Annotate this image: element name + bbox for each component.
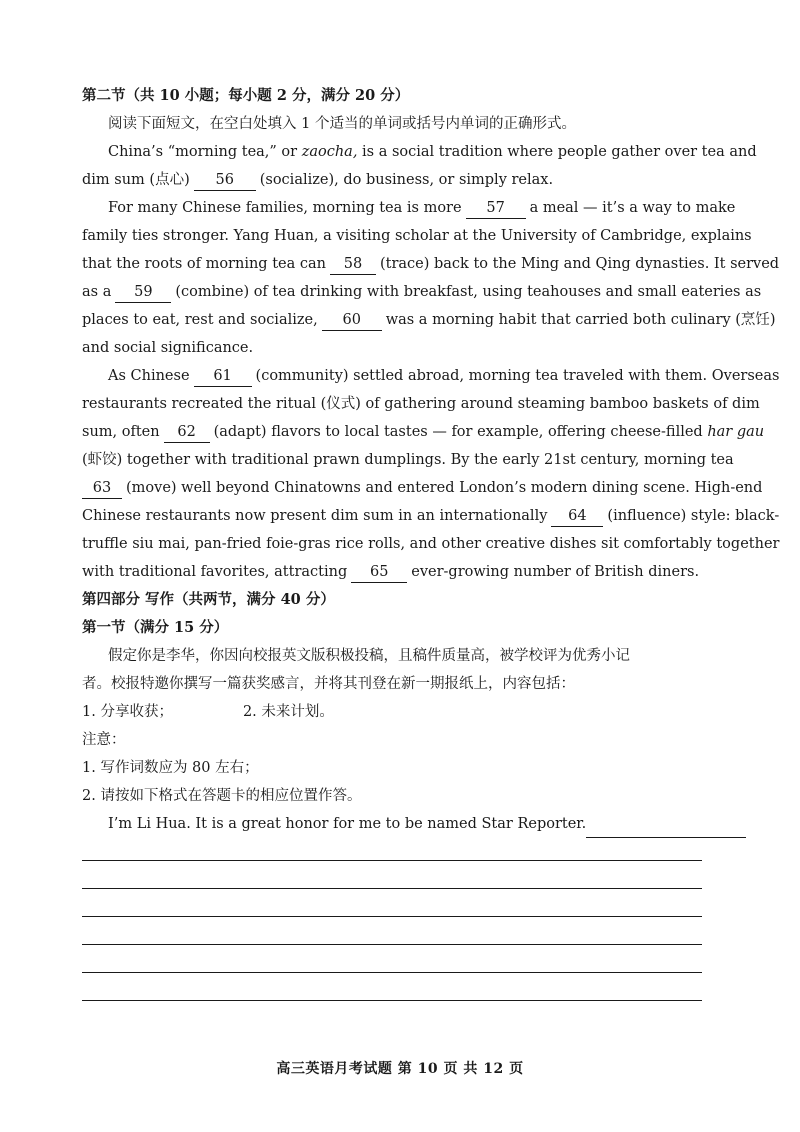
answer-line [82,888,702,889]
passage-p2-line4: as a 59 (combine) of tea drinking with breakfast, using teahouses and small eateries as [82,278,712,306]
passage-p3-line3: sum, often 62 (adapt) flavors to local tastes — for example, offering cheese-filled har gau [82,418,712,446]
passage-p3-line6: Chinese restaurants now present dim sum in an internationally 64 (influence) style: black- [82,502,712,530]
passage-p3-line7: truffle siu mai, pan-fried foie-gras rice rolls, and other creative dishes sit comfortably together [82,536,780,552]
passage-p2-line3: that the roots of morning tea can 58 (trace) back to the Ming and Qing dynasties. It served [82,250,712,278]
writing-opening: I’m Li Hua. It is a great honor for me to be named Star Reporter. [108,816,587,832]
passage-p2-line6: and social significance. [82,340,254,356]
passage-p2-line2: family ties stronger. Yang Huan, a visiting scholar at the University of Cambridge, explains [82,228,752,244]
part4-heading: 第四部分 写作（共两节，满分 40 分） [82,591,335,608]
answer-line [82,916,702,917]
writing-points [82,698,712,726]
answer-line [82,860,702,861]
page-footer: 高三英语月考试题 第 10 页 共 12 页 [276,1061,524,1077]
zaocha-term: zaocha, [301,144,358,160]
note-2: 2. 请按如下格式在答题卡的相应位置作答。 [82,788,362,804]
passage-p3-line4: (虾饺) together with traditional prawn dumplings. By the early 21st century, morning tea [82,452,734,468]
answer-line [82,1000,702,1001]
passage-p2-line5: places to eat, rest and socialize, 60 was a morning habit that carried both culinary (烹饪) [82,306,712,334]
writing-point-1: 1. 分享收获； [82,704,173,720]
har-gau-term: har gau [707,424,765,440]
passage-p2-line1: For many Chinese families, morning tea is more 57 a meal — it’s a way to make [82,194,712,222]
blank-63: 63 [82,478,122,499]
blank-59: 59 [115,282,171,303]
blank-56: 56 [194,170,256,191]
passage-p3-line8: with traditional favorites, attracting 65 ever-growing number of British diners. [82,558,712,586]
section2-heading: 第二节（共 10 小题；每小题 2 分，满分 20 分） [82,87,410,104]
writing-prompt-line1: 假定你是李华，你因向校报英文版积极投稿，且稿件质量高，被学校评为优秀小记 [108,648,630,664]
blank-61: 61 [194,366,252,387]
blank-60: 60 [322,310,382,331]
passage-p3-line1: As Chinese 61 (community) settled abroad, morning tea traveled with them. Overseas [82,362,712,390]
writing-prompt-line2: 者。校报特邀你撰写一篇获奖感言，并将其刊登在新一期报纸上，内容包括： [82,676,575,692]
blank-65: 65 [351,562,407,583]
writing-point-2: 2. 未来计划。 [242,704,334,720]
note-1: 1. 写作词数应为 80 左右； [82,760,259,776]
blank-62: 62 [164,422,210,443]
answer-line [82,972,702,973]
blank-58: 58 [330,254,376,275]
answer-line [82,944,702,945]
opening-answer-line [586,819,746,838]
notes-label: 注意： [82,732,126,748]
passage-p3-line5: 63 (move) well beyond Chinatowns and entered London’s modern dining scene. High-end [82,474,712,502]
part4-section1-heading: 第一节（满分 15 分） [82,619,229,636]
writing-opening-line [82,810,712,838]
page-content [82,82,780,838]
blank-57: 57 [466,198,526,219]
passage-p3-line2: restaurants recreated the ritual (仪式) of gathering around steaming bamboo baskets of dim [82,396,760,412]
passage-p1-line1: China’s “morning tea,” or zaocha, is a social tradition where people gather over tea and [108,144,757,160]
passage-p1-line2: dim sum (点心) 56 (socialize), do business, or simply relax. [82,166,712,194]
section2-instruction: 阅读下面短文，在空白处填入 1 个适当的单词或括号内单词的正确形式。 [108,116,576,132]
blank-64: 64 [551,506,603,527]
